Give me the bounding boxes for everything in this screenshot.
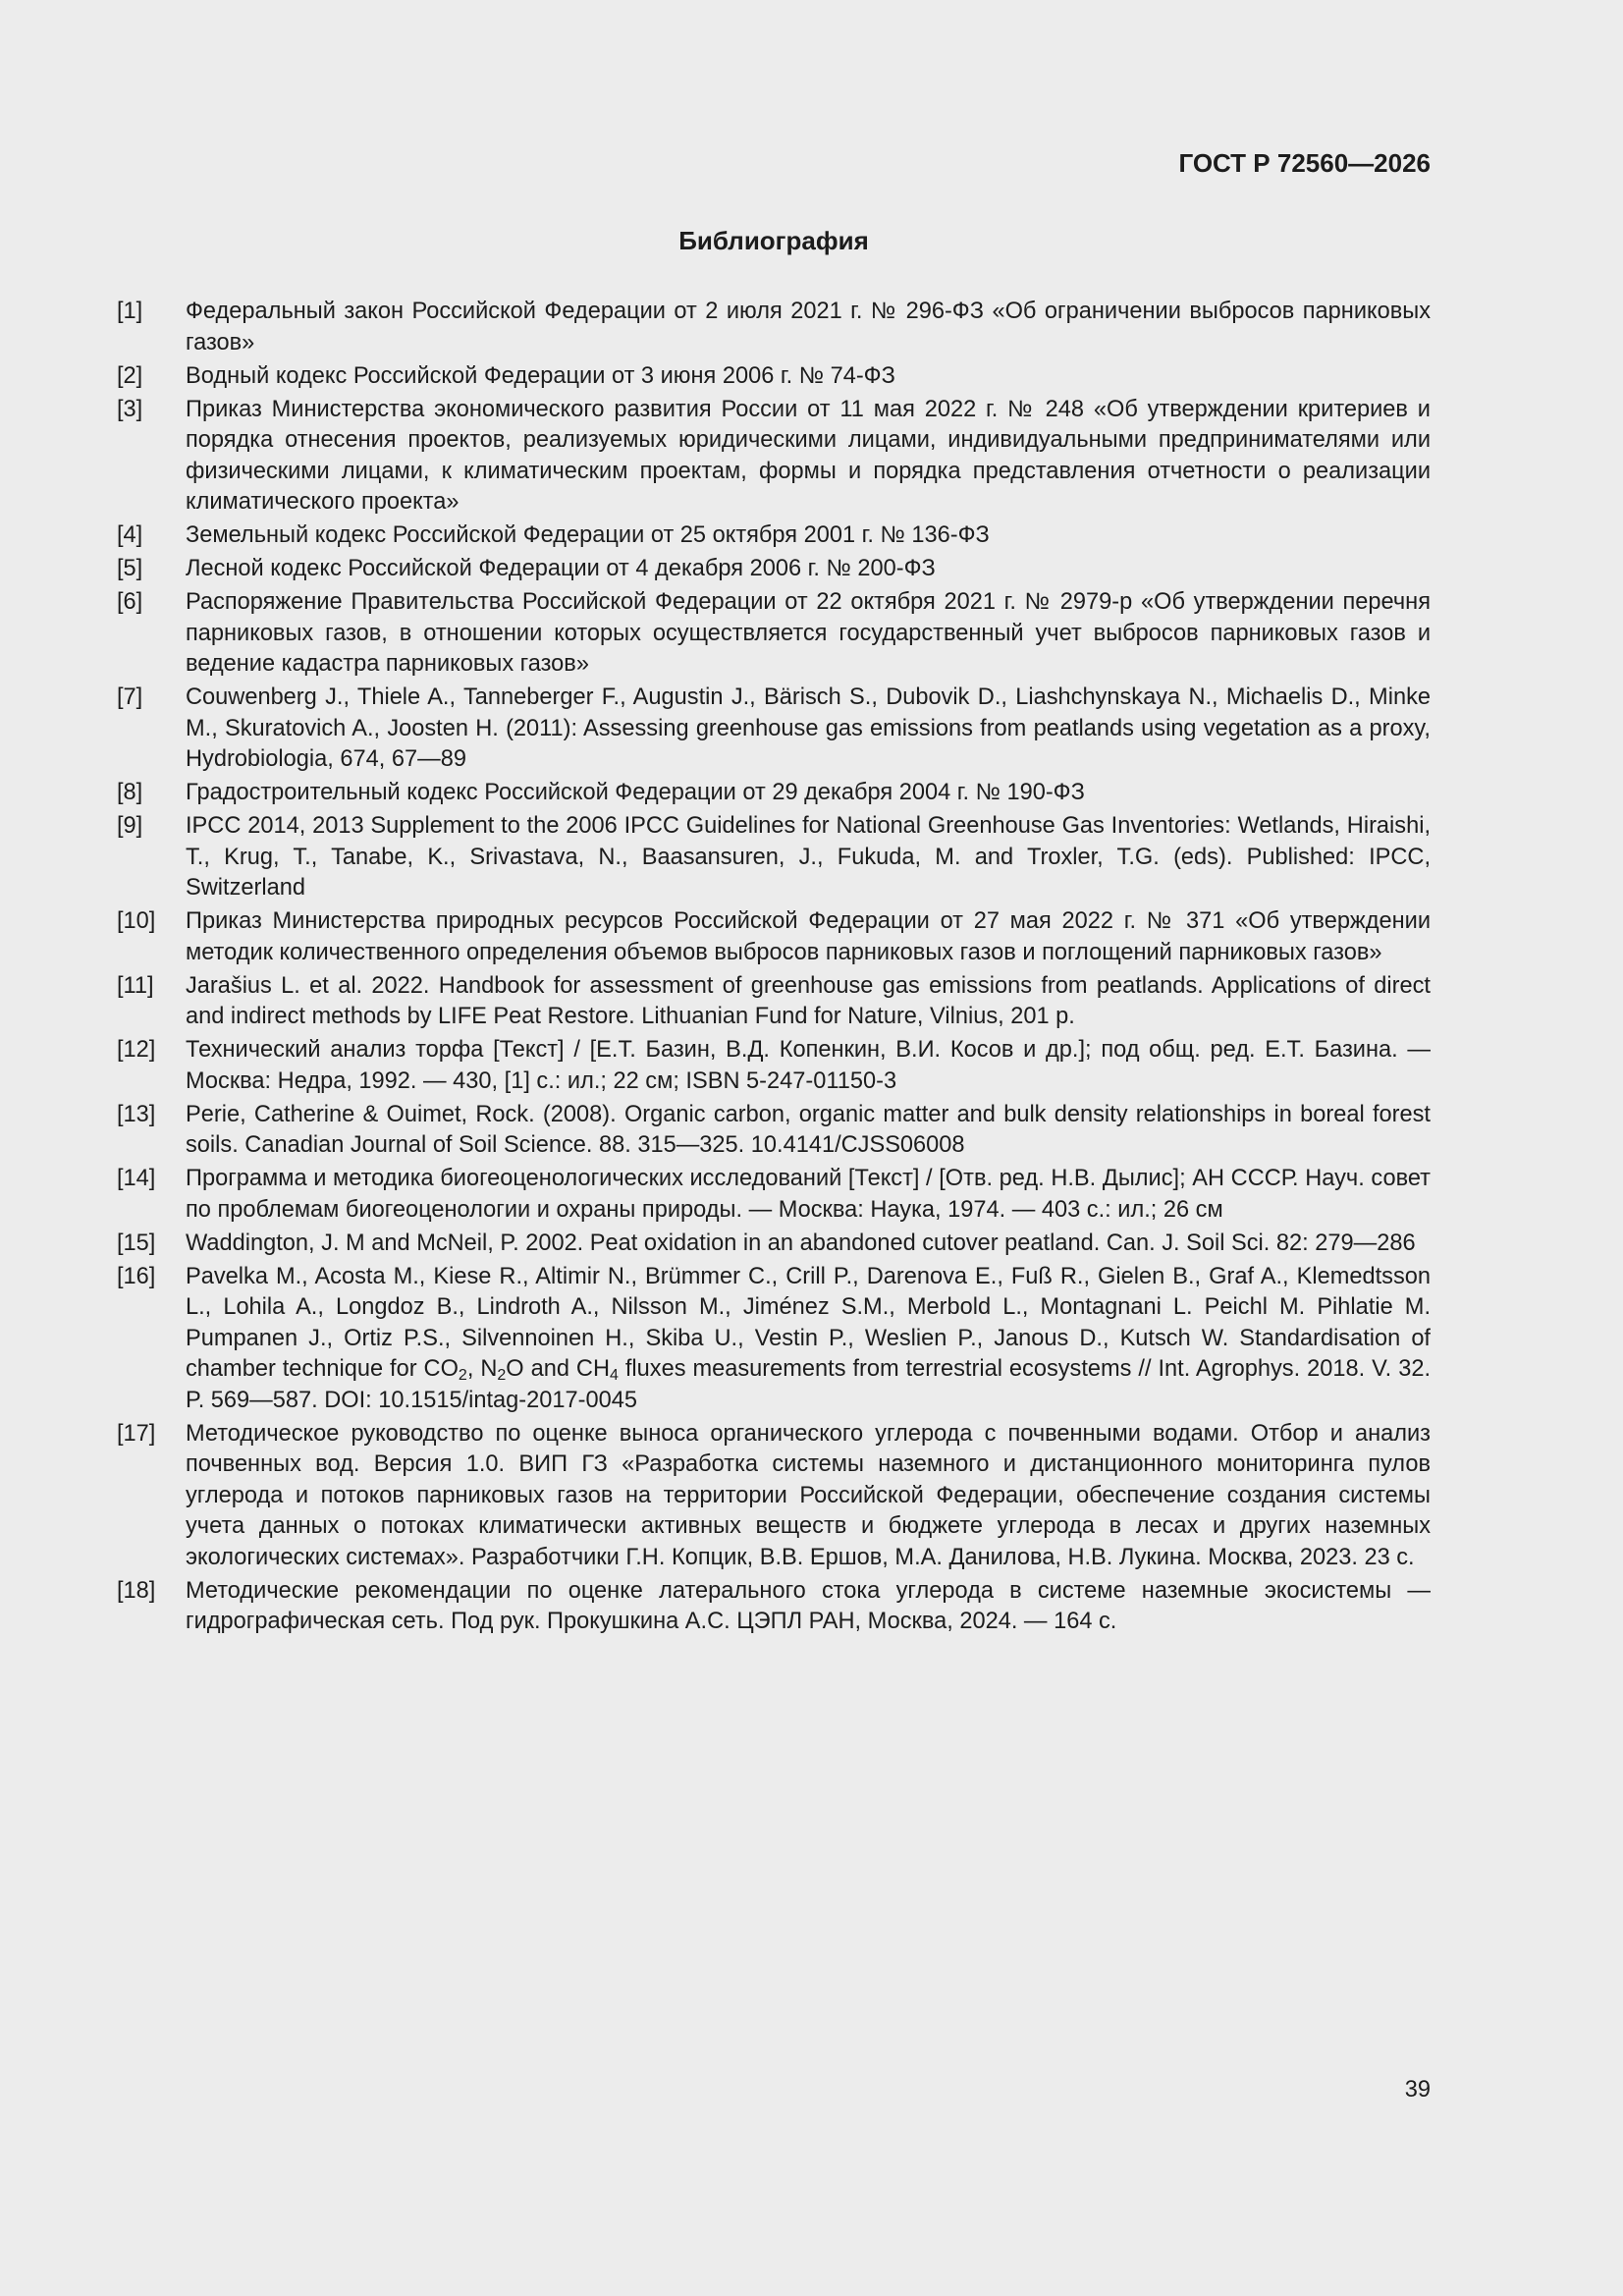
entry-text: IPCC 2014, 2013 Supplement to the 2006 IPCC Guidelines for National Greenhouse Gas Inventories: Wetlands, Hiraishi, T., Krug, T., Tanabe, K., Srivastava, N., Baasansuren, J., Fukuda, M. and Troxler, T.G. (eds). Published: IPCC, Switzerland [186,813,1431,901]
bibliography-entry [117,1100,1431,1162]
bibliography-entry [117,683,1431,776]
page-title: Библиография [678,226,869,255]
entry-text: Федеральный закон Российской Федерации от 2 июля 2021 г. № 296-ФЗ «Об ограничении выбросов парниковых газов» [186,299,1431,355]
entry-text: Waddington, J. M and McNeil, P. 2002. Peat oxidation in an abandoned cutover peatland. Can. J. Soil Sci. 82: 279—286 [186,1230,1416,1256]
entry-number: [16] [117,1263,156,1289]
entry-number: [2] [117,362,143,389]
entry-number: [9] [117,813,143,839]
entry-text: Земельный кодекс Российской Федерации от 25 октября 2001 г. № 136-ФЗ [186,522,990,548]
entry-text [186,1262,1431,1417]
page-number: 39 [1404,2077,1431,2103]
entry-text-part: O and CH [506,1356,611,1382]
entry-number: [18] [117,1577,156,1604]
subscript: 2 [458,1367,467,1384]
entry-text: Водный кодекс Российской Федерации от 3 июня 2006 г. № 74-ФЗ [186,362,895,389]
bibliography-entry [117,520,1431,552]
entry-text-part: fluxes measurements from terrestrial ecosystems // Int. Agrophys. 2018. V. 32. P. 569—587. DOI: 10.1515/intag-2017-0045 [186,1356,1431,1413]
entry-text: Приказ Министерства природных ресурсов Российской Федерации от 27 мая 2022 г. № 371 «Об утверждении методик количественного определения объемов выбросов парниковых газов и поглощений парниковых газов» [186,908,1431,965]
bibliography-entry [117,1576,1431,1638]
subscript: 4 [610,1367,619,1384]
entry-number: [17] [117,1420,156,1447]
entry-number: [10] [117,908,156,934]
entry-text: Технический анализ торфа [Текст] / [Е.Т. Базин, В.Д. Копенкин, В.И. Косов и др.]; под общ. ред. Е.Т. Базина. — Москва: Недра, 1992. — 430, [1] с.: ил.; 22 см; ISBN 5-247-01150-3 [186,1037,1431,1094]
subscript: 2 [497,1367,507,1384]
entry-number: [13] [117,1101,156,1127]
bibliography-entry [117,554,1431,585]
bibliography-entry [117,1419,1431,1574]
entry-number: [14] [117,1166,156,1191]
entry-text: Градостроительный кодекс Российской Федерации от 29 декабря 2004 г. № 190-ФЗ [186,780,1085,805]
entry-number: [11] [117,972,154,999]
entry-text: Распоряжение Правительства Российской Федерации от 22 октября 2021 г. № 2979-р «Об утверждении перечня парниковых газов, в отношении которых осуществляется государственный учет выбросов парниковых газов и ведение кадастра парниковых газов» [186,589,1431,677]
entry-text: Perie, Catherine & Ouimet, Rock. (2008). Organic carbon, organic matter and bulk density relationships in boreal forest soils. Canadian Journal of Soil Science. 88. 315—325. 10.4141/CJSS06008 [186,1101,1431,1158]
bibliography-entry [117,1262,1431,1417]
entry-number: [7] [117,684,143,710]
entry-number: [6] [117,589,143,615]
bibliography-entry [117,1164,1431,1226]
bibliography-entry [117,361,1431,393]
bibliography-list [117,297,1431,1640]
entry-number: [8] [117,780,143,805]
entry-text: Лесной кодекс Российской Федерации от 4 декабря 2006 г. № 200-ФЗ [186,556,936,581]
document-code: ГОСТ Р 72560—2026 [1178,148,1431,178]
bibliography-entry [117,587,1431,681]
bibliography-entry [117,811,1431,904]
bibliography-entry [117,395,1431,519]
entry-text: Методические рекомендации по оценке латерального стока углерода в системе наземные экосистемы — гидрографическая сеть. Под рук. Прокушкина А.С. ЦЭПЛ РАН, Москва, 2024. — 164 с. [186,1577,1431,1634]
entry-number: [12] [117,1037,156,1063]
entry-text: Jarašius L. et al. 2022. Handbook for assessment of greenhouse gas emissions from peatlands. Applications of direct and indirect methods by LIFE Peat Restore. Lithuanian Fund for Nature, Vilnius, 201 p. [186,972,1431,1029]
bibliography-entry [117,297,1431,358]
entry-number: [1] [117,299,143,324]
bibliography-entry [117,1229,1431,1260]
entry-text: Приказ Министерства экономического развития России от 11 мая 2022 г. № 248 «Об утверждении критериев и порядка отнесения проектов, реализуемых юридическими лицами, индивидуальными предпринимателями или физическими лицами, к климатическим проектам, формы и порядка представления отчетности о реализации климатического проекта» [186,396,1431,515]
entry-text-part: Pavelka M., Acosta M., Kiese R., Altimir N., Brümmer C., Crill P., Darenova E., Fuß R., Gielen B., Graf A., Klemedtsson L., Lohila A., Longdoz B., Lindroth A., Nilsson M., Jiménez S.M., Merbold L., Montagnani L. Peichl M. Pihlatie M. Pumpanen J., Ortiz P.S., Silvennoinen H., Skiba U., Vestin P., Weslien P., Janous D., Kutsch W. Standardisation of chamber technique for CO [186,1263,1431,1382]
bibliography-entry [117,906,1431,968]
bibliography-entry [117,1035,1431,1097]
entry-text: Программа и методика биогеоценологических исследований [Текст] / [Отв. ред. Н.В. Дылис]; АН СССР. Науч. совет по проблемам биогеоценологии и охраны природы. — Москва: Наука, 1974. — 403 с.: ил.; 26 см [186,1166,1431,1223]
entry-text: Методическое руководство по оценке выноса органического углерода с почвенными водами. Отбор и анализ почвенных вод. Версия 1.0. ВИП ГЗ «Разработка системы наземного и дистанционного мониторинга пулов углерода и потоков парниковых газов на территории Российской Федерации, обеспечение создания системы учета данных о потоках климатически активных веществ и бюджете углерода в лесах и других наземных экологических системах». Разработчики Г.Н. Копцик, В.В. Ершов, М.А. Данилова, Н.В. Лукина. Москва, 2023. 23 с. [186,1420,1431,1570]
entry-number: [4] [117,522,143,548]
entry-text: Couwenberg J., Thiele A., Tanneberger F., Augustin J., Bärisch S., Dubovik D., Liashchynskaya N., Michaelis D., Minke M., Skuratovich A., Joosten H. (2011): Assessing greenhouse gas emissions from peatlands using vegetation as a proxy, Hydrobiologia, 674, 67—89 [186,684,1431,772]
bibliography-entry [117,778,1431,809]
bibliography-entry [117,971,1431,1033]
entry-text-part: , N [466,1356,498,1382]
entry-number: [5] [117,556,143,581]
entry-number: [3] [117,396,143,422]
entry-number: [15] [117,1230,156,1256]
